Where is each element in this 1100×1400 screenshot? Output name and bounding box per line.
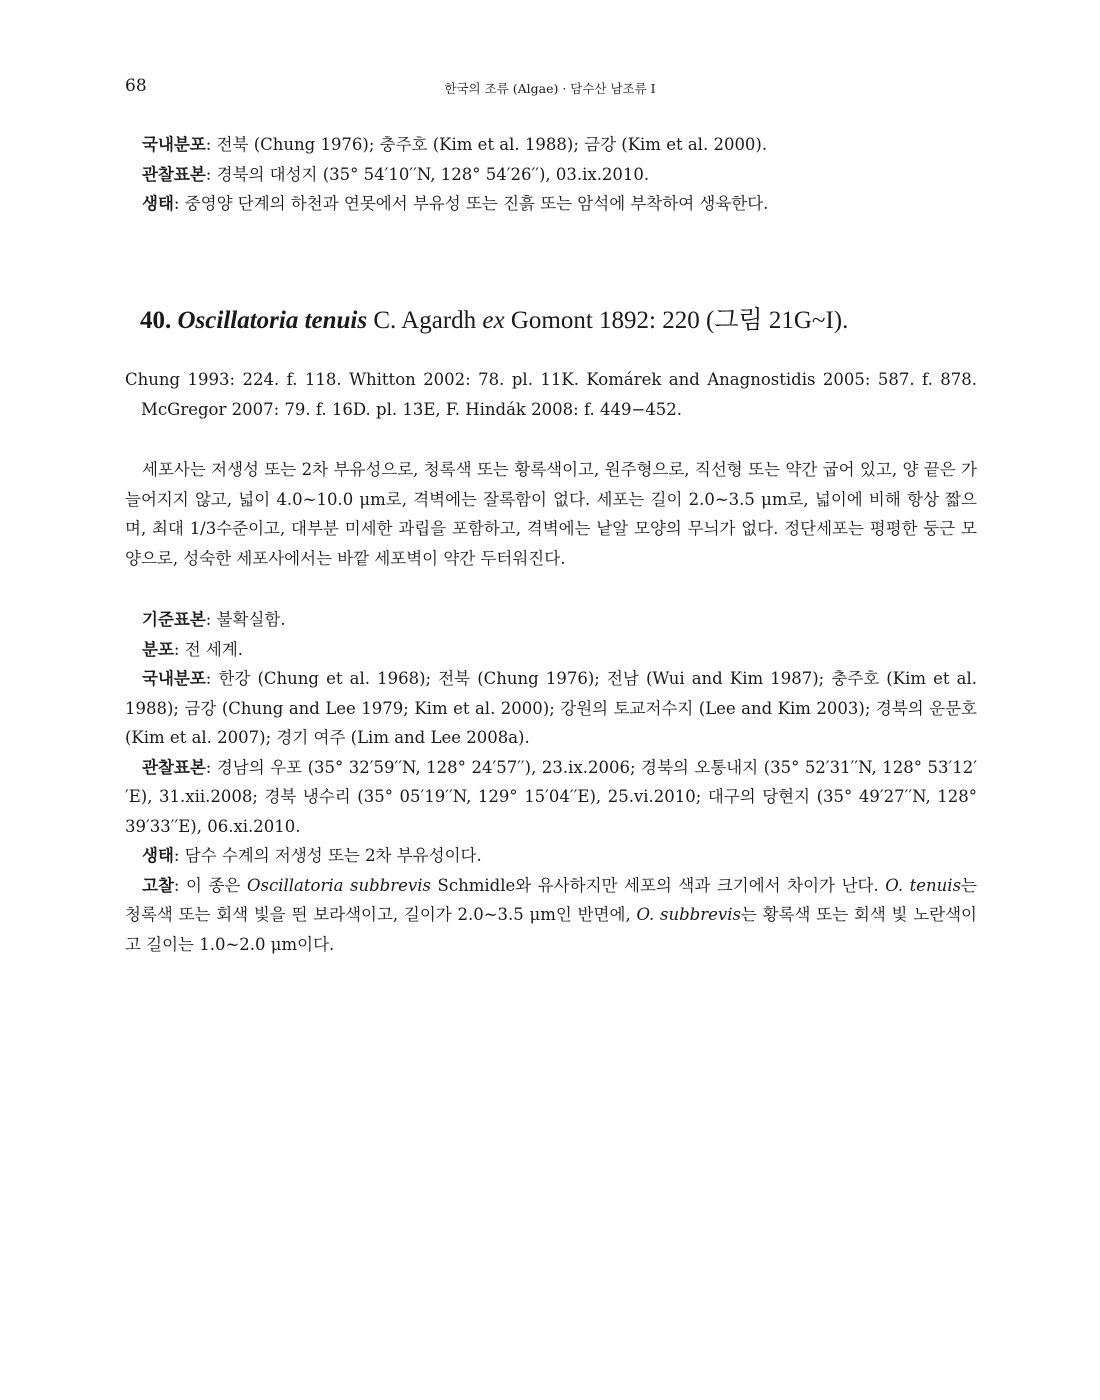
remarks-paragraph	[125, 871, 977, 960]
remarks-species-3: O. subbrevis	[636, 905, 741, 924]
page-number: 68	[125, 76, 147, 96]
specimen-label: 관찰표본	[142, 164, 206, 184]
observed-specimen-label: 관찰표본	[142, 757, 206, 777]
references-section	[125, 365, 977, 424]
ecology-text: : 중영양 단계의 하천과 연못에서 부유성 또는 진흙 또는 암석에 부착하여 생육한다.	[173, 194, 769, 213]
observed-specimen-text: : 경남의 우포 (35° 32′59′′N, 128° 24′57′′), 23.ix.2006; 경북의 오통내지 (35° 52′31′′N, 128° 53′12′′E), 31.xii.2008; 경북 냉수리 (35° 05′19′′N, 129° 15′04′′E), 25.vi.2010; 대구의 당현지 (35° 49′27′′N, 128° 39′33′′E), 06.xi.2010.	[125, 757, 977, 836]
species-author-a: C. Agardh	[373, 307, 477, 334]
page-header	[125, 76, 975, 98]
species-ex: ex	[482, 307, 505, 334]
remarks-text-4: 는 황록색 또는 회색 빛 노란색이고 길이는 1.0~2.0 μm이다.	[125, 905, 977, 954]
ecology-label: 생태	[142, 194, 174, 213]
remarks-label: 고찰	[142, 875, 174, 895]
korean-distribution-paragraph	[125, 664, 977, 753]
species-author-b: Gomont 1892: 220 (그림 21G~I).	[510, 307, 849, 334]
distribution-label: 국내분포	[142, 135, 206, 154]
species-name: Oscillatoria tenuis	[177, 307, 368, 334]
world-distribution-text: : 전 세계.	[173, 639, 244, 659]
remarks-text-2: Schmidle와 유사하지만 세포의 색과 크기에서 차이가 난다.	[430, 875, 886, 895]
species-heading	[140, 300, 980, 336]
distribution-text: : 전북 (Chung 1976); 충주호 (Kim et al. 1988); 금강 (Kim et al. 2000).	[205, 135, 768, 154]
world-distribution-label: 분포	[142, 639, 174, 659]
description-text: 세포사는 저생성 또는 2차 부유성으로, 청록색 또는 황록색이고, 원주형으로, 직선형 또는 약간 굽어 있고, 양 끝은 가늘어지지 않고, 넓이 4.0~10.0 μm로, 격벽에는 잘록함이 없다. 세포는 길이 2.0~3.5 μm로, 넓이에 비해 항상 짧으며, 최대 1/3수준이고, 대부분 미세한 과립을 포함하고, 격벽에는 낱알 모양의 무늬가 없다. 정단세포는 평평한 둥근 모양으로, 성숙한 세포사에서는 바깥 세포벽이 약간 두터워진다.	[125, 460, 977, 568]
remarks-text-1: : 이 종은	[173, 875, 247, 895]
references-text: Chung 1993: 224. f. 118. Whitton 2002: 78. pl. 11K. Komárek and Anagnostidis 2005: 587. f. 878. McGregor 2007: 79. f. 16D. pl. 13E, F. Hindák 2008: f. 449−452.	[125, 370, 977, 419]
type-paragraph	[125, 605, 977, 635]
distribution-paragraph	[125, 130, 977, 160]
korean-distribution-label: 국내분포	[142, 669, 206, 688]
remarks-text-3: 는 청록색 또는 회색 빛을 띈 보라색이고, 길이가 2.0~3.5 μm인 반면에,	[125, 875, 977, 924]
korean-distribution-text: : 한강 (Chung et al. 1968); 전북 (Chung 1976); 전남 (Wui and Kim 1987); 충주호 (Kim et al. 1988); 금강 (Chung and Lee 1979; Kim et al. 2000); 강원의 토교저수지 (Lee and Kim 2003); 경북의 운문호 (Kim et al. 2007); 경기 여주 (Lim and Lee 2008a).	[125, 669, 977, 747]
species-number: 40.	[140, 307, 172, 334]
remarks-species-1: Oscillatoria subbrevis	[246, 875, 431, 895]
description-section	[125, 455, 977, 573]
type-label: 기준표본	[142, 610, 206, 629]
remarks-species-2: O. tenuis	[885, 875, 962, 895]
habitat-paragraph	[125, 841, 977, 871]
specimen-text: : 경북의 대성지 (35° 54′10′′N, 128° 54′26′′), 03.ix.2010.	[205, 164, 650, 184]
top-section	[125, 130, 977, 219]
world-distribution-paragraph	[125, 635, 977, 665]
observed-specimen-paragraph	[125, 753, 977, 842]
specimen-paragraph	[125, 160, 977, 190]
details-section	[125, 605, 977, 959]
habitat-text: : 담수 수계의 저생성 또는 2차 부유성이다.	[173, 846, 482, 865]
type-text: : 불확실함.	[205, 610, 286, 629]
ecology-paragraph	[125, 189, 977, 219]
habitat-label: 생태	[142, 846, 174, 865]
running-title: 한국의 조류 (Algae) · 담수산 남조류 I	[444, 81, 656, 96]
